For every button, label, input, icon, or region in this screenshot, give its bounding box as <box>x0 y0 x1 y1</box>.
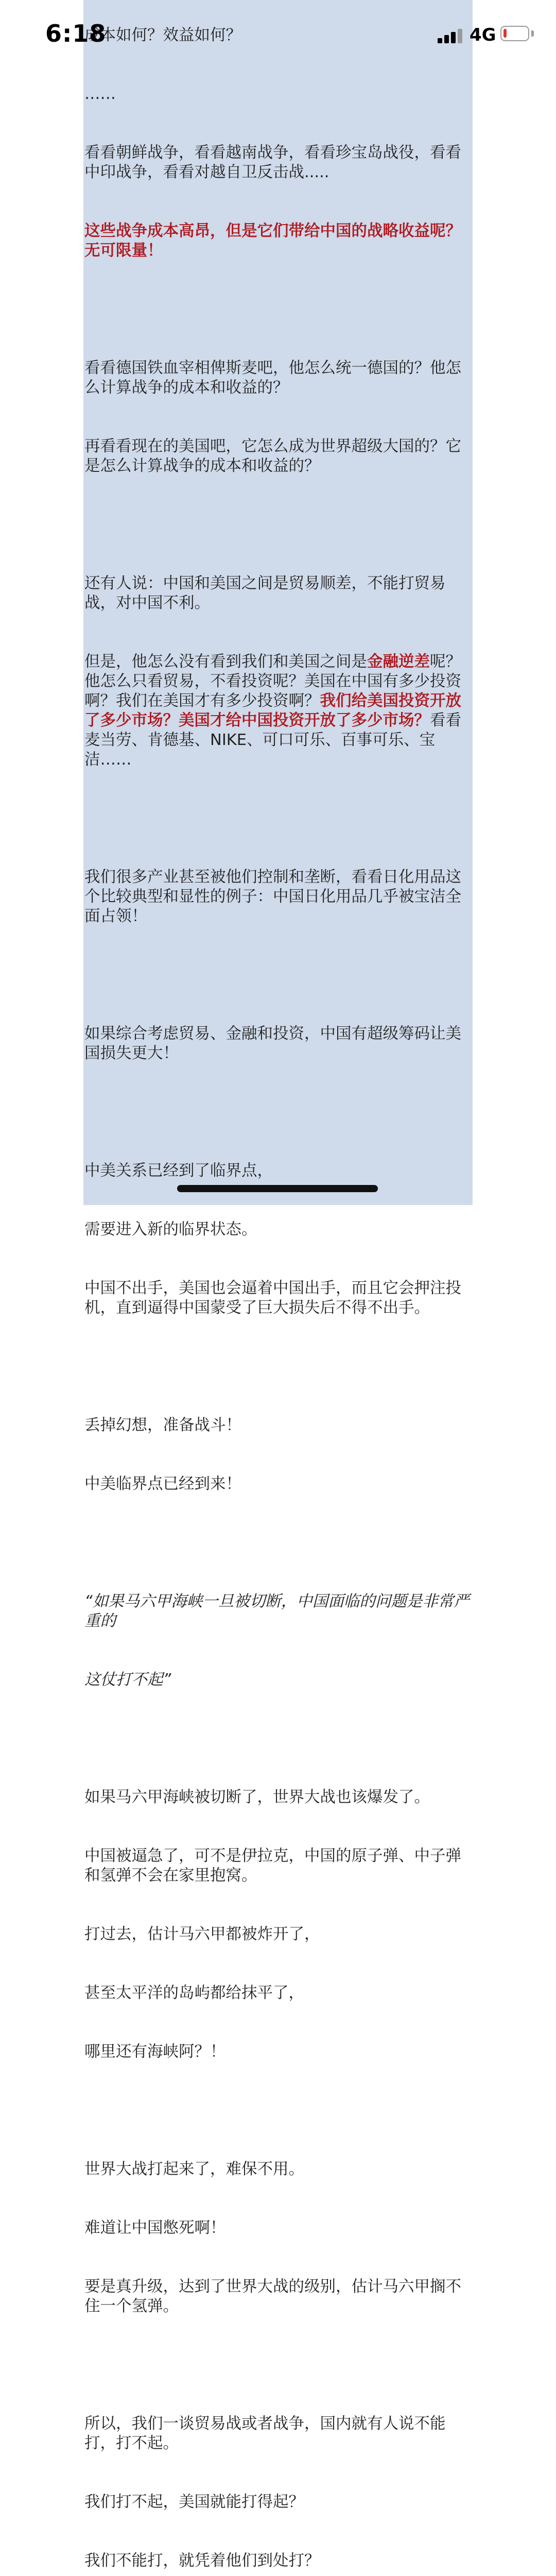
article-line: 打过去，估计马六甲都被炸开了， <box>84 1925 320 1943</box>
article-paragraph: 如果综合考虑贸易、金融和投资，中国有超级筹码让美国损失更大！ <box>84 1025 461 1062</box>
article-line: …… <box>84 85 116 103</box>
battery-icon <box>500 26 529 41</box>
article-body <box>84 0 472 2576</box>
article-paragraph: 要是真升级，达到了世界大战的级别，估计马六甲搁不住一个氢弹。 <box>84 2278 461 2315</box>
article-line: 甚至太平洋的岛屿都给抹平了， <box>84 1984 304 2002</box>
paragraph-gap <box>84 1533 472 1553</box>
article-line: 世界大战打起来了，难保不用。 <box>84 2160 304 2178</box>
article-line: 我们不能打，就凭着他们到处打？ <box>84 2552 320 2570</box>
emphasis-paragraph: 这些战争成本高昂，但是它们带给中国的战略收益呢？无可限量！ <box>84 222 461 260</box>
article-line: 难道让中国憋死啊！ <box>84 2219 226 2237</box>
article-paragraph: 再看看现在的美国吧，它怎么成为世界超级大国的？它是怎么计算战争的成本和收益的？ <box>84 437 461 475</box>
article-line: 如果马六甲海峡被切断了，世界大战也该爆发了。 <box>84 1788 430 1806</box>
paragraph-gap <box>84 1103 472 1122</box>
article-line: 哪里还有海峡阿？！ <box>84 2043 226 2061</box>
home-indicator[interactable] <box>177 1185 378 1192</box>
article-text: 呢？他怎么只看贸易，不看投资呢？美国在中国有多少投资啊？我们在美国才有多少投资啊？ <box>84 653 461 710</box>
article-line: 中美关系已经到了临界点， <box>84 1162 273 1180</box>
quote-paragraph: “如果马六甲海峡一旦被切断，中国面临的问题是非常严重的 <box>84 1592 470 1630</box>
status-bar <box>0 0 556 68</box>
battery-level-fill <box>503 29 507 38</box>
network-type-label: 4G <box>470 25 496 45</box>
paragraph-gap <box>84 809 472 828</box>
article-line: 我们打不起，美国就能打得起？ <box>84 2493 304 2511</box>
article-paragraph: 中国被逼急了，可不是伊拉克，中国的原子弹、中子弹和氢弹不会在家里抱窝。 <box>84 1847 461 1885</box>
battery-tip <box>531 30 534 37</box>
article-paragraph: 中国不出手，美国也会逼着中国出手，而且它会押注投机，直到逼得中国蒙受了巨大损失后不得不出手。 <box>84 1279 461 1317</box>
article-paragraph: 还有人说：中国和美国之间是贸易顺差，不能打贸易战，对中国不利。 <box>84 574 446 612</box>
emphasis-text: 我们给美国投资开放了多少市场？美国才给中国投资开放了多少市场？ <box>84 692 461 730</box>
paragraph-gap <box>84 300 472 319</box>
paragraph-gap <box>84 965 472 985</box>
emphasis-text: 金融逆差 <box>367 653 430 671</box>
paragraph-gap <box>84 2101 472 2121</box>
cellular-signal-icon <box>438 27 468 43</box>
article-paragraph <box>84 652 472 770</box>
status-time: 6:18 <box>45 20 107 47</box>
article-line: 丢掉幻想，准备战斗！ <box>84 1416 241 1434</box>
article-text: 但是，他怎么没有看到我们和美国之间是 <box>84 653 367 671</box>
paragraph-gap <box>84 515 472 535</box>
quote-line: 这仗打不起” <box>84 1671 171 1689</box>
article-line: 需要进入新的临界状态。 <box>84 1221 257 1239</box>
article-paragraph: 所以，我们一谈贸易战或者战争，国内就有人说不能打，打不起。 <box>84 2415 446 2452</box>
paragraph-gap <box>84 1729 472 1749</box>
article-line: 中美临界点已经到来！ <box>84 1475 241 1493</box>
article-paragraph: 我们很多产业甚至被他们控制和垄断，看看日化用品这个比较典型和显性的例子：中国日化用品几乎被宝洁全面占领！ <box>84 868 461 925</box>
article-line: 成本如何？效益如何？ <box>84 26 241 44</box>
article-paragraph: 看看朝鲜战争，看看越南战争，看看珍宝岛战役，看看中印战争，看看对越自卫反击战..... <box>84 144 461 181</box>
paragraph-gap <box>84 1357 472 1377</box>
paragraph-gap <box>84 2355 472 2375</box>
article-paragraph: 看看德国铁血宰相俾斯麦吧，他怎么统一德国的？他怎么计算战争的成本和收益的？ <box>84 359 461 397</box>
article-text: 看看麦当劳、肯德基、NIKE、可口可乐、百事可乐、宝洁…… <box>84 711 461 769</box>
